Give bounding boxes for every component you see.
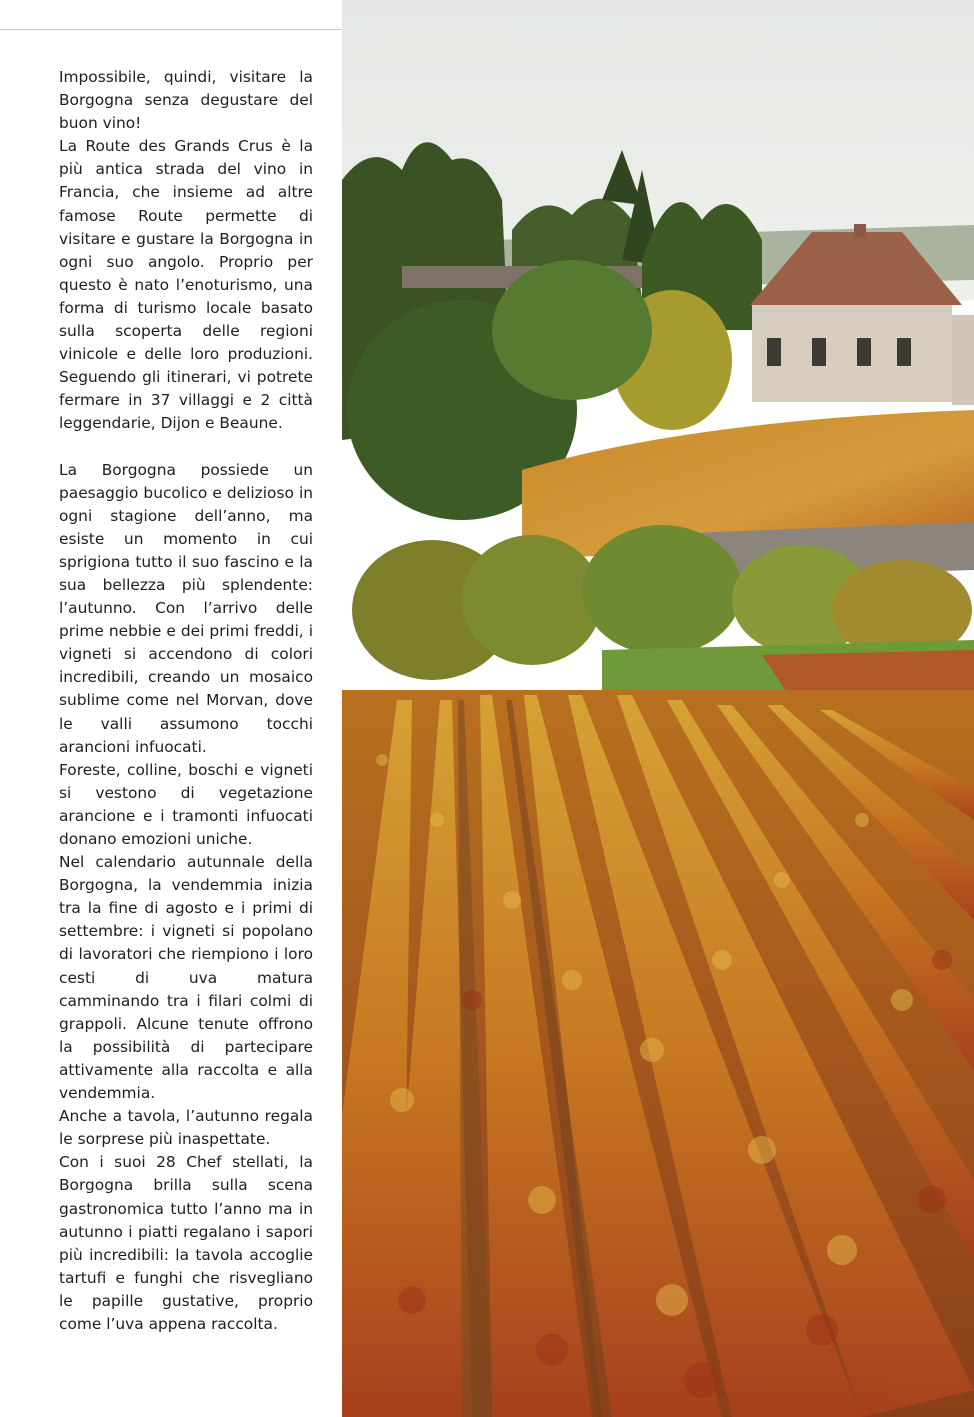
paragraph-harvest: Nel calendario autunnale della Borgogna, la vendemmia inizia tra la fine di agosto e i primi di settembre: i vigneti si popolano di lavoratori che riempiono i loro cesti di uva matura camminando tra i filari colmi di grappoli. Alcune tenute offrono la possibilità di partecipare attivamente alla raccolta e alla vendemmia.: [59, 853, 313, 1103]
paragraph-intro: Impossibile, quindi, visitare la Borgogna senza degustare del buon vino!: [59, 68, 313, 133]
paragraph-forests: Foreste, colline, boschi e vigneti si vestono di vegetazione arancione e i tramonti infuocati donano emozioni uniche.: [59, 760, 313, 848]
paragraph-chefs: Con i suoi 28 Chef stellati, la Borgogna brilla sulla scena gastronomica tutto l’anno ma in autunno i piatti regalano i sapori più incredibili: la tavola accoglie tartufi e funghi che risvegliano le papille gustative, proprio come l’uva appena raccolta.: [59, 1153, 313, 1333]
vineyard-photo: [342, 0, 974, 1417]
paragraph-route-grands-crus: La Route des Grands Crus è la più antica strada del vino in Francia, che insieme ad altre famose Route permette di visitare e gustare la Borgogna in ogni suo angolo. Proprio per questo è nato l’enoturismo, una forma di turismo locale basato sulla scoperta delle regioni vinicole e delle loro produzioni. Seguendo gli itinerari, vi potrete fermare in 37 villaggi e 2 città leggendarie, Dijon e Beaune.: [59, 137, 313, 433]
paragraph-autumn-landscape: La Borgogna possiede un paesaggio bucolico e delizioso in ogni stagione dell’anno, ma esiste un momento in cui sprigiona tutto il suo fascino e la sua bellezza più splendente: l’autunno. Con l’arrivo delle prime nebbie e dei primi freddi, i vigneti si accendono di colori incredibili, creando un mosaico sublime come nel Morvan, dove le valli assumono tocchi arancioni infuocati.: [59, 460, 313, 756]
article-text-column: [59, 66, 313, 1336]
paragraph-table: Anche a tavola, l’autunno regala le sorprese più inaspettate.: [59, 1107, 313, 1149]
